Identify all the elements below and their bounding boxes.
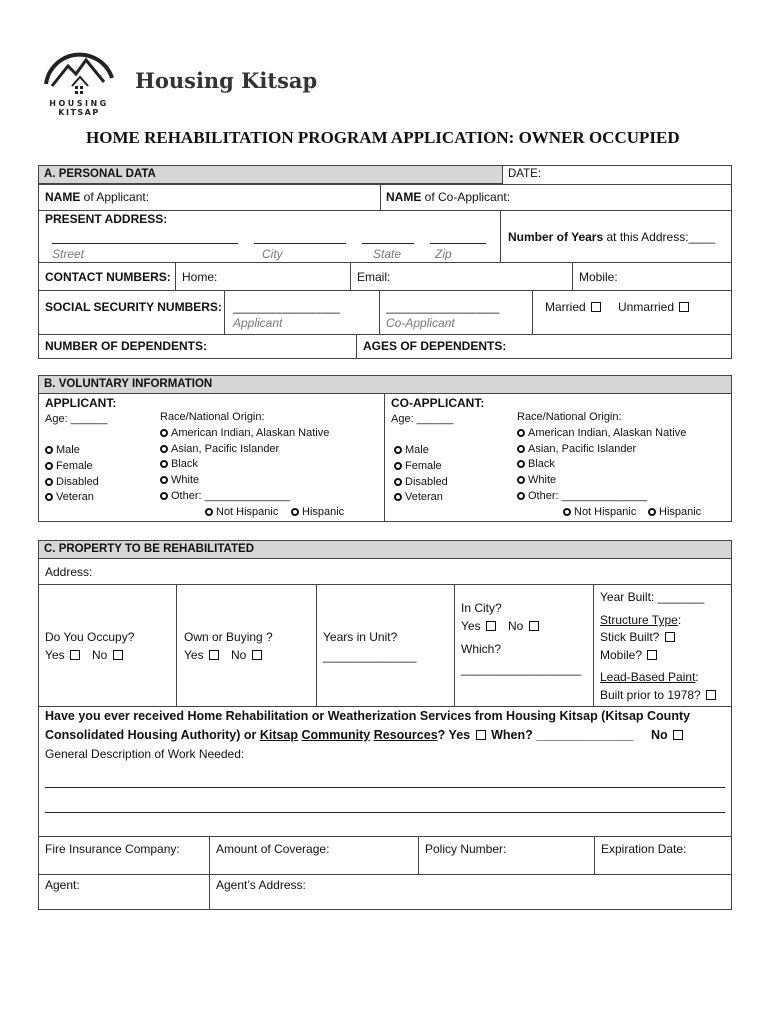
zip-line[interactable] <box>430 243 486 244</box>
applicant-male[interactable]: Male <box>45 444 80 456</box>
ssn-applicant-caption: Applicant <box>233 316 283 330</box>
co-applicant-race-white[interactable]: White <box>517 474 556 486</box>
fire-insurance-company-field[interactable]: Fire Insurance Company: <box>45 842 180 856</box>
radio-icon <box>394 493 402 501</box>
unmarried-option[interactable]: Unmarried <box>618 300 691 314</box>
which-blank[interactable]: __________________ <box>461 662 582 676</box>
built-prior-1978-checkbox[interactable] <box>706 690 716 700</box>
own-no-checkbox[interactable] <box>252 650 262 660</box>
applicant-race-white[interactable]: White <box>160 474 199 486</box>
applicant-female[interactable]: Female <box>45 460 93 472</box>
mobile-home-checkbox[interactable] <box>647 650 657 660</box>
radio-icon <box>160 445 168 453</box>
which-label: Which? <box>461 642 502 656</box>
applicant-race-asian[interactable]: Asian, Pacific Islander <box>160 443 279 455</box>
applicant-race-black[interactable]: Black <box>160 458 198 470</box>
radio-icon <box>45 446 53 454</box>
radio-icon <box>517 460 525 468</box>
year-built-field[interactable]: Year Built: _______ <box>600 590 705 604</box>
mobile-home-option[interactable]: Mobile? <box>600 648 659 662</box>
stick-built-option[interactable]: Stick Built? <box>600 630 677 644</box>
section-c-heading: C. PROPERTY TO BE REHABILITATED <box>39 541 731 559</box>
agent-field[interactable]: Agent: <box>45 878 80 892</box>
mobile-phone-field[interactable]: Mobile: <box>579 270 618 284</box>
co-applicant-male[interactable]: Male <box>394 444 429 456</box>
radio-icon <box>394 446 402 454</box>
radio-icon <box>517 476 525 484</box>
prior-services-yes-checkbox[interactable] <box>476 730 486 740</box>
applicant-race-other[interactable]: Other: ______________ <box>160 490 290 502</box>
date-field[interactable]: DATE: <box>508 168 542 180</box>
own-or-buying-label: Own or Buying ? <box>184 630 273 644</box>
co-applicant-race-black[interactable]: Black <box>517 458 555 470</box>
radio-icon <box>160 429 168 437</box>
section-a-heading: A. PERSONAL DATA <box>39 166 502 184</box>
present-address-label: PRESENT ADDRESS: <box>45 212 168 226</box>
radio-icon <box>291 508 299 516</box>
co-applicant-race-asian[interactable]: Asian, Pacific Islander <box>517 443 636 455</box>
logo <box>42 44 116 116</box>
structure-type-label: Structure Type: <box>600 613 682 627</box>
expiration-date-field[interactable]: Expiration Date: <box>601 842 687 856</box>
own-yes-no[interactable]: Yes No <box>184 648 264 662</box>
co-applicant-age-field[interactable]: Age: ______ <box>391 413 454 425</box>
co-applicant-veteran[interactable]: Veteran <box>394 491 443 503</box>
page-title: HOME REHABILITATION PROGRAM APPLICATION: OWNER OCCUPIED <box>86 128 680 147</box>
co-applicant-name-field[interactable]: NAME of Co-Applicant: <box>386 190 511 204</box>
applicant-hispanic[interactable]: Hispanic <box>291 506 344 518</box>
co-applicant-female[interactable]: Female <box>394 460 442 472</box>
applicant-disabled[interactable]: Disabled <box>45 476 99 488</box>
married-option[interactable]: Married <box>545 300 603 314</box>
street-caption: Street <box>52 247 85 261</box>
policy-number-field[interactable]: Policy Number: <box>425 842 507 856</box>
applicant-not-hispanic[interactable]: Not Hispanic <box>205 506 278 518</box>
radio-icon <box>648 508 656 516</box>
married-checkbox[interactable] <box>591 302 601 312</box>
co-applicant-race-label: Race/National Origin: <box>517 411 622 423</box>
ssn-applicant-blank[interactable]: ________________ <box>233 300 340 314</box>
property-address-field[interactable]: Address: <box>45 565 93 579</box>
ssn-label: SOCIAL SECURITY NUMBERS: <box>45 300 222 314</box>
radio-icon <box>160 460 168 468</box>
mountain-logo-icon <box>42 44 116 96</box>
logo-line-kitsap: KITSAP <box>58 108 100 117</box>
co-applicant-race-other[interactable]: Other: ______________ <box>517 490 647 502</box>
amount-of-coverage-field[interactable]: Amount of Coverage: <box>216 842 330 856</box>
applicant-race-american-indian[interactable]: American Indian, Alaskan Native <box>160 427 329 439</box>
years-in-unit-label: Years in Unit? <box>323 630 398 644</box>
lead-paint-label: Lead-Based Paint: <box>600 670 699 684</box>
prior-services-question-line2: Consolidated Housing Authority) or Kitsap Community Resources? Yes When? ______________ No <box>45 728 685 742</box>
street-line[interactable] <box>52 243 238 244</box>
radio-icon <box>394 462 402 470</box>
radio-icon <box>563 508 571 516</box>
in-city-yes-no[interactable]: Yes No <box>461 619 541 633</box>
radio-icon <box>517 445 525 453</box>
radio-icon <box>160 492 168 500</box>
org-name: Housing Kitsap <box>135 68 318 93</box>
in-city-no-checkbox[interactable] <box>529 621 539 631</box>
applicant-name-field[interactable]: NAME of Applicant: <box>45 190 150 204</box>
prior-services-question: Have you ever received Home Rehabilitation or Weatherization Services from Housing Kitsap (Kitsap County <box>45 709 691 723</box>
description-line-2[interactable] <box>45 812 725 813</box>
prior-services-no-checkbox[interactable] <box>673 730 683 740</box>
radio-icon <box>45 462 53 470</box>
unmarried-checkbox[interactable] <box>679 302 689 312</box>
ssn-co-applicant-blank[interactable]: _________________ <box>386 300 500 314</box>
years-in-unit-blank[interactable]: ______________ <box>323 649 417 663</box>
do-you-occupy-label: Do You Occupy? <box>45 630 135 644</box>
agents-address-field[interactable]: Agent’s Address: <box>216 878 306 892</box>
state-line[interactable] <box>362 243 414 244</box>
applicant-race-label: Race/National Origin: <box>160 411 265 423</box>
radio-icon <box>45 493 53 501</box>
co-applicant-heading: CO-APPLICANT: <box>391 396 485 410</box>
city-line[interactable] <box>254 243 346 244</box>
ssn-co-applicant-caption: Co-Applicant <box>386 316 455 330</box>
city-caption: City <box>262 247 283 261</box>
contact-numbers-label: CONTACT NUMBERS: <box>45 270 171 284</box>
radio-icon <box>394 478 402 486</box>
years-at-address-field[interactable]: Number of Years at this Address:____ <box>508 230 716 244</box>
description-line-1[interactable] <box>45 787 725 788</box>
occupy-yes-no[interactable]: Yes No <box>45 648 125 662</box>
applicant-heading: APPLICANT: <box>45 396 117 410</box>
co-applicant-disabled[interactable]: Disabled <box>394 476 448 488</box>
in-city-yes-checkbox[interactable] <box>486 621 496 631</box>
home-phone-field[interactable]: Home: <box>182 270 218 284</box>
number-of-dependents-field[interactable]: NUMBER OF DEPENDENTS: <box>45 339 208 353</box>
in-city-label: In City? <box>461 601 502 615</box>
occupy-no-checkbox[interactable] <box>113 650 123 660</box>
logo-line-housing: HOUSING <box>49 99 109 108</box>
co-applicant-hispanic[interactable]: Hispanic <box>648 506 701 518</box>
radio-icon <box>517 492 525 500</box>
email-field[interactable]: Email: <box>357 270 391 284</box>
own-yes-checkbox[interactable] <box>209 650 219 660</box>
radio-icon <box>160 476 168 484</box>
radio-icon <box>205 508 213 516</box>
when-blank[interactable]: ______________ <box>536 728 634 742</box>
zip-caption: Zip <box>435 247 452 261</box>
state-caption: State <box>373 247 402 261</box>
built-prior-1978-option[interactable]: Built prior to 1978? <box>600 688 718 702</box>
ages-of-dependents-field[interactable]: AGES OF DEPENDENTS: <box>363 339 507 353</box>
section-b-heading: B. VOLUNTARY INFORMATION <box>39 376 731 394</box>
radio-icon <box>517 429 525 437</box>
general-description-label: General Description of Work Needed: <box>45 747 245 761</box>
radio-icon <box>45 478 53 486</box>
stick-built-checkbox[interactable] <box>665 632 675 642</box>
applicant-age-field[interactable]: Age: ______ <box>45 413 108 425</box>
occupy-yes-checkbox[interactable] <box>70 650 80 660</box>
applicant-veteran[interactable]: Veteran <box>45 491 94 503</box>
co-applicant-not-hispanic[interactable]: Not Hispanic <box>563 506 636 518</box>
co-applicant-race-american-indian[interactable]: American Indian, Alaskan Native <box>517 427 686 439</box>
